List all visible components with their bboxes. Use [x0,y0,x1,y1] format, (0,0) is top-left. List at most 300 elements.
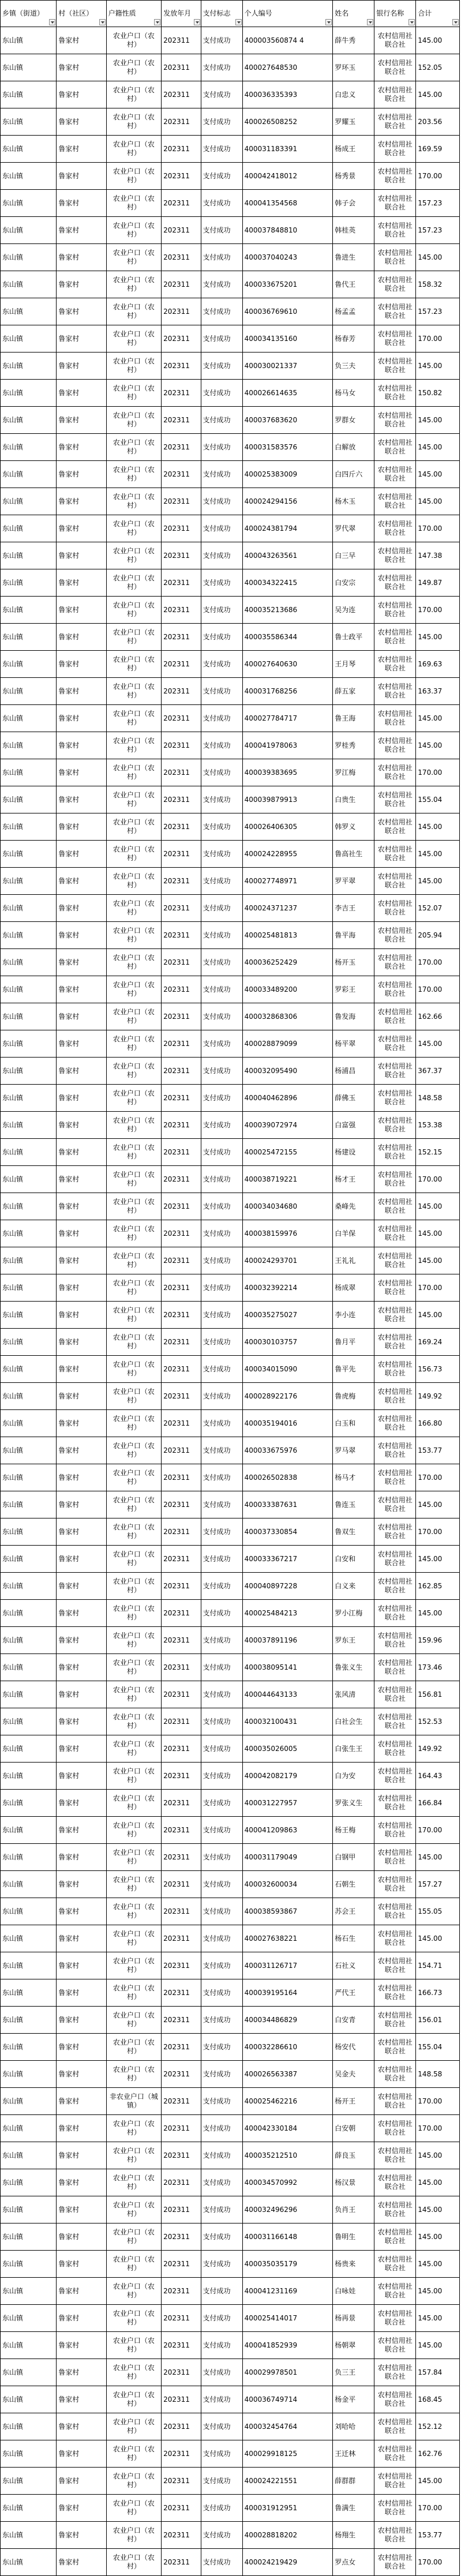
cell-village: 鲁家村 [57,1898,106,1925]
cell-total: 145.00 [416,434,460,461]
cell-town: 东山镇 [1,1518,57,1546]
cell-town: 东山镇 [1,1003,57,1030]
cell-id: 400036769610 [242,298,333,325]
cell-period: 202311 [162,2007,201,2034]
cell-period: 202311 [162,515,201,542]
cell-status: 支付成功 [201,1654,242,1681]
cell-village: 鲁家村 [57,1681,106,1708]
table-row [1,895,460,922]
cell-town: 东山镇 [1,1627,57,1654]
cell-name: 吴金夫 [333,2061,374,2088]
cell-name: 罗点女 [333,2549,374,2576]
cell-name: 薛五家 [333,678,374,705]
table-row [1,2251,460,2278]
cell-name: 杨才王 [333,1166,374,1193]
filter-dropdown-icon[interactable] [194,19,200,25]
cell-bank: 农村信用社联合社 [374,515,416,542]
cell-period: 202311 [162,2142,201,2169]
cell-status: 支付成功 [201,624,242,651]
cell-total: 145.00 [416,1491,460,1518]
table-row [1,325,460,353]
cell-household: 农业户口（农村） [106,1003,161,1030]
cell-household: 农业户口（农村） [106,1871,161,1898]
cell-id: 400035213686 [242,597,333,624]
cell-household: 农业户口（农村） [106,81,161,108]
cell-village: 鲁家村 [57,1166,106,1193]
cell-period: 202311 [162,1437,201,1464]
cell-name: 鲁平海 [333,922,374,949]
cell-bank: 农村信用社联合社 [374,2413,416,2440]
cell-household: 农业户口（农村） [106,732,161,759]
cell-name: 罗代翠 [333,515,374,542]
cell-household: 农业户口（农村） [106,1193,161,1220]
cell-status: 支付成功 [201,2007,242,2034]
cell-id: 400026614635 [242,380,333,407]
cell-household: 农业户口（农村） [106,1247,161,1274]
table-row [1,1112,460,1139]
cell-name: 鲁明生 [333,2223,374,2251]
cell-village: 鲁家村 [57,1274,106,1302]
cell-village: 鲁家村 [57,1654,106,1681]
cell-total: 150.82 [416,380,460,407]
cell-total: 145.00 [416,1302,460,1329]
cell-status: 支付成功 [201,1437,242,1464]
cell-total: 145.00 [416,461,460,488]
cell-bank: 农村信用社联合社 [374,2305,416,2332]
table-row [1,54,460,81]
cell-period: 202311 [162,2169,201,2196]
cell-status: 支付成功 [201,2251,242,2278]
cell-status: 支付成功 [201,488,242,515]
cell-town: 东山镇 [1,2440,57,2468]
cell-total: 152.53 [416,1708,460,1735]
cell-period: 202311 [162,624,201,651]
cell-total: 153.77 [416,2522,460,2549]
cell-bank: 农村信用社联合社 [374,2196,416,2223]
cell-bank: 农村信用社联合社 [374,1708,416,1735]
cell-bank: 农村信用社联合社 [374,1356,416,1383]
cell-town: 东山镇 [1,624,57,651]
cell-town: 东山镇 [1,1274,57,1302]
cell-household: 农业户口（农村） [106,1898,161,1925]
cell-name: 石社义 [333,1952,374,1979]
cell-id: 400029918125 [242,2440,333,2468]
cell-id: 400032095490 [242,1058,333,1085]
cell-household: 农业户口（农村） [106,1979,161,2007]
cell-period: 202311 [162,2278,201,2305]
table-row [1,569,460,597]
cell-town: 东山镇 [1,325,57,353]
cell-id: 400038095141 [242,1654,333,1681]
cell-status: 支付成功 [201,2359,242,2386]
cell-bank: 农村信用社联合社 [374,2468,416,2495]
cell-town: 东山镇 [1,461,57,488]
cell-period: 202311 [162,407,201,434]
cell-status: 支付成功 [201,1735,242,1763]
cell-total: 203.56 [416,108,460,136]
cell-town: 东山镇 [1,841,57,868]
cell-town: 东山镇 [1,2007,57,2034]
cell-total: 145.00 [416,353,460,380]
cell-household: 农业户口（农村） [106,353,161,380]
cell-bank: 农村信用社联合社 [374,2007,416,2034]
cell-town: 东山镇 [1,163,57,190]
table-row [1,81,460,108]
table-row [1,1844,460,1871]
filter-dropdown-icon[interactable] [408,19,415,25]
table-row [1,1790,460,1817]
cell-period: 202311 [162,1898,201,1925]
filter-dropdown-icon[interactable] [154,19,160,25]
cell-status: 支付成功 [201,81,242,108]
cell-name: 罗耀玉 [333,108,374,136]
cell-household: 农业户口（农村） [106,1383,161,1410]
cell-village: 鲁家村 [57,1790,106,1817]
column-header-label: 户籍性质 [108,9,136,17]
cell-bank: 农村信用社联合社 [374,922,416,949]
cell-period: 202311 [162,2549,201,2576]
cell-name: 罗东王 [333,1627,374,1654]
cell-status: 支付成功 [201,515,242,542]
cell-id: 400028879099 [242,1030,333,1058]
cell-town: 东山镇 [1,2495,57,2522]
cell-town: 东山镇 [1,1979,57,2007]
cell-total: 169.59 [416,136,460,163]
cell-total: 164.43 [416,1763,460,1790]
cell-status: 支付成功 [201,705,242,732]
cell-name: 鲁平先 [333,1356,374,1383]
table-row [1,841,460,868]
cell-bank: 农村信用社联合社 [374,1437,416,1464]
cell-town: 东山镇 [1,1166,57,1193]
table-row [1,1030,460,1058]
column-header-label: 支付标志 [203,9,231,17]
cell-household: 农业户口（农村） [106,434,161,461]
table-row [1,1193,460,1220]
table-row [1,1518,460,1546]
cell-name: 薛牛秀 [333,27,374,54]
cell-town: 东山镇 [1,1356,57,1383]
cell-household: 农业户口（农村） [106,1681,161,1708]
cell-household: 农业户口（农村） [106,1329,161,1356]
cell-town: 东山镇 [1,1763,57,1790]
cell-bank: 农村信用社联合社 [374,597,416,624]
cell-town: 东山镇 [1,136,57,163]
cell-household: 农业户口（农村） [106,1112,161,1139]
cell-bank: 农村信用社联合社 [374,1085,416,1112]
cell-household: 农业户口（农村） [106,2359,161,2386]
cell-town: 东山镇 [1,1681,57,1708]
cell-village: 鲁家村 [57,1058,106,1085]
cell-id: 400032100431 [242,1708,333,1735]
cell-period: 202311 [162,786,201,813]
cell-household: 农业户口（农村） [106,2305,161,2332]
cell-village: 鲁家村 [57,271,106,298]
cell-village: 鲁家村 [57,190,106,217]
cell-status: 支付成功 [201,1952,242,1979]
cell-bank: 农村信用社联合社 [374,1898,416,1925]
cell-id: 400031227957 [242,1790,333,1817]
cell-status: 支付成功 [201,2169,242,2196]
cell-total: 157.84 [416,2359,460,2386]
cell-household: 农业户口（农村） [106,542,161,569]
cell-town: 东山镇 [1,54,57,81]
cell-id: 400042330184 [242,2115,333,2142]
cell-bank: 农村信用社联合社 [374,624,416,651]
cell-total: 205.94 [416,922,460,949]
cell-village: 鲁家村 [57,2468,106,2495]
cell-id: 400027748971 [242,868,333,895]
cell-id: 400024293701 [242,1247,333,1274]
cell-period: 202311 [162,1274,201,1302]
cell-town: 东山镇 [1,108,57,136]
cell-bank: 农村信用社联合社 [374,1030,416,1058]
cell-id: 400043263561 [242,542,333,569]
cell-town: 东山镇 [1,1247,57,1274]
cell-bank: 农村信用社联合社 [374,705,416,732]
cell-period: 202311 [162,2332,201,2359]
cell-village: 鲁家村 [57,1003,106,1030]
cell-id: 400034034680 [242,1193,333,1220]
cell-name: 鲁月平 [333,1329,374,1356]
cell-bank: 农村信用社联合社 [374,1302,416,1329]
cell-bank: 农村信用社联合社 [374,1817,416,1844]
cell-name: 杨安代 [333,2034,374,2061]
cell-status: 支付成功 [201,1003,242,1030]
cell-town: 东山镇 [1,407,57,434]
cell-town: 东山镇 [1,2142,57,2169]
cell-period: 202311 [162,2034,201,2061]
cell-name: 白四斤六 [333,461,374,488]
cell-village: 鲁家村 [57,407,106,434]
cell-total: 148.58 [416,1085,460,1112]
cell-id: 400036335393 [242,81,333,108]
cell-bank: 农村信用社联合社 [374,2223,416,2251]
table-row [1,2142,460,2169]
cell-name: 罗江梅 [333,759,374,786]
cell-village: 鲁家村 [57,1871,106,1898]
cell-bank: 农村信用社联合社 [374,1654,416,1681]
cell-id: 400025383009 [242,461,333,488]
table-row [1,2115,460,2142]
cell-status: 支付成功 [201,1518,242,1546]
cell-name: 薛群群 [333,2468,374,2495]
cell-total: 145.00 [416,2169,460,2196]
cell-town: 东山镇 [1,1600,57,1627]
cell-status: 支付成功 [201,1898,242,1925]
cell-town: 东山镇 [1,1220,57,1247]
cell-town: 东山镇 [1,2061,57,2088]
cell-household: 农业户口（农村） [106,2061,161,2088]
table-row [1,244,460,271]
table-row [1,1464,460,1491]
cell-town: 东山镇 [1,244,57,271]
cell-bank: 农村信用社联合社 [374,1871,416,1898]
cell-household: 农业户口（农村） [106,271,161,298]
cell-bank: 农村信用社联合社 [374,1274,416,1302]
cell-status: 支付成功 [201,1247,242,1274]
cell-household: 农业户口（农村） [106,841,161,868]
cell-id: 400035035179 [242,2251,333,2278]
cell-total: 169.24 [416,1329,460,1356]
cell-total: 162.66 [416,1003,460,1030]
cell-total: 145.00 [416,2332,460,2359]
table-row [1,2196,460,2223]
cell-village: 鲁家村 [57,2495,106,2522]
cell-bank: 农村信用社联合社 [374,136,416,163]
cell-name: 杨成王 [333,136,374,163]
cell-id: 400037891196 [242,1627,333,1654]
cell-period: 202311 [162,434,201,461]
cell-status: 支付成功 [201,976,242,1003]
cell-status: 支付成功 [201,2088,242,2115]
cell-name: 白富强 [333,1112,374,1139]
cell-id: 400035194016 [242,1410,333,1437]
cell-name: 白社会生 [333,1708,374,1735]
cell-household: 农业户口（农村） [106,108,161,136]
cell-total: 166.84 [416,1790,460,1817]
cell-name: 白咏娃 [333,2278,374,2305]
cell-town: 东山镇 [1,2522,57,2549]
table-row [1,2386,460,2413]
cell-total: 168.45 [416,2386,460,2413]
cell-id: 400037683620 [242,407,333,434]
cell-total: 156.81 [416,1681,460,1708]
table-row [1,190,460,217]
cell-status: 支付成功 [201,2332,242,2359]
cell-household: 非农业户口（城镇） [106,2088,161,2115]
cell-total: 156.01 [416,2007,460,2034]
cell-status: 支付成功 [201,1220,242,1247]
cell-bank: 农村信用社联合社 [374,298,416,325]
cell-town: 东山镇 [1,1302,57,1329]
cell-status: 支付成功 [201,2522,242,2549]
cell-status: 支付成功 [201,1329,242,1356]
cell-id: 400034322415 [242,569,333,597]
cell-status: 支付成功 [201,2495,242,2522]
table-row [1,2440,460,2468]
cell-bank: 农村信用社联合社 [374,1790,416,1817]
filter-dropdown-icon[interactable] [367,19,373,25]
cell-bank: 农村信用社联合社 [374,2440,416,2468]
filter-dropdown-icon[interactable] [99,19,106,25]
table-row [1,976,460,1003]
cell-period: 202311 [162,759,201,786]
cell-period: 202311 [162,1193,201,1220]
cell-name: 罗张义生 [333,1790,374,1817]
cell-household: 农业户口（农村） [106,2278,161,2305]
cell-household: 农业户口（农村） [106,1763,161,1790]
cell-id: 400037848810 [242,217,333,244]
cell-id: 400041231169 [242,2278,333,2305]
cell-town: 东山镇 [1,1952,57,1979]
cell-status: 支付成功 [201,949,242,976]
cell-town: 东山镇 [1,1871,57,1898]
cell-total: 170.00 [416,976,460,1003]
cell-town: 东山镇 [1,2332,57,2359]
cell-bank: 农村信用社联合社 [374,868,416,895]
cell-town: 东山镇 [1,651,57,678]
table-row [1,1573,460,1600]
filter-dropdown-icon[interactable] [235,19,242,25]
cell-village: 鲁家村 [57,1925,106,1952]
table-row [1,108,460,136]
cell-period: 202311 [162,1817,201,1844]
cell-name: 鲁虎梅 [333,1383,374,1410]
cell-total: 155.04 [416,2034,460,2061]
cell-status: 支付成功 [201,569,242,597]
cell-village: 鲁家村 [57,1627,106,1654]
column-header-label: 合计 [418,9,432,17]
cell-village: 鲁家村 [57,1600,106,1627]
table-row [1,1058,460,1085]
table-row [1,1898,460,1925]
table-row [1,1654,460,1681]
cell-village: 鲁家村 [57,2223,106,2251]
cell-town: 东山镇 [1,2034,57,2061]
table-row [1,1708,460,1735]
cell-id: 400026502838 [242,1464,333,1491]
cell-bank: 农村信用社联合社 [374,271,416,298]
table-row [1,2061,460,2088]
cell-household: 农业户口（农村） [106,190,161,217]
column-header-period [162,1,201,27]
cell-name: 鲁发海 [333,1003,374,1030]
cell-bank: 农村信用社联合社 [374,163,416,190]
table-row [1,1871,460,1898]
cell-household: 农业户口（农村） [106,678,161,705]
cell-total: 145.00 [416,1030,460,1058]
cell-period: 202311 [162,1627,201,1654]
cell-household: 农业户口（农村） [106,895,161,922]
cell-id: 400024381794 [242,515,333,542]
cell-bank: 农村信用社联合社 [374,434,416,461]
cell-id: 400034570992 [242,2169,333,2196]
table-row [1,1166,460,1193]
cell-total: 155.05 [416,1898,460,1925]
table-row [1,2549,460,2576]
filter-dropdown-icon[interactable] [325,19,332,25]
cell-status: 支付成功 [201,597,242,624]
cell-name: 负三王 [333,2359,374,2386]
cell-town: 东山镇 [1,895,57,922]
filter-dropdown-icon[interactable] [452,19,459,25]
cell-household: 农业户口（农村） [106,488,161,515]
cell-name: 白三早 [333,542,374,569]
cell-period: 202311 [162,1546,201,1573]
table-row [1,1491,460,1518]
table-row [1,597,460,624]
cell-bank: 农村信用社联合社 [374,2034,416,2061]
cell-total: 145.00 [416,244,460,271]
cell-bank: 农村信用社联合社 [374,2088,416,2115]
cell-id: 400027784717 [242,705,333,732]
cell-name: 杨平翠 [333,1030,374,1058]
cell-id: 400038593867 [242,1898,333,1925]
cell-total: 145.00 [416,705,460,732]
column-header-label: 姓名 [335,9,349,17]
cell-status: 支付成功 [201,244,242,271]
cell-name: 白安和 [333,1546,374,1573]
filter-dropdown-icon[interactable] [49,19,55,25]
cell-town: 东山镇 [1,569,57,597]
cell-bank: 农村信用社联合社 [374,1844,416,1871]
cell-status: 支付成功 [201,2034,242,2061]
cell-household: 农业户口（农村） [106,407,161,434]
cell-village: 鲁家村 [57,1220,106,1247]
cell-name: 王月琴 [333,651,374,678]
cell-household: 农业户口（农村） [106,1030,161,1058]
